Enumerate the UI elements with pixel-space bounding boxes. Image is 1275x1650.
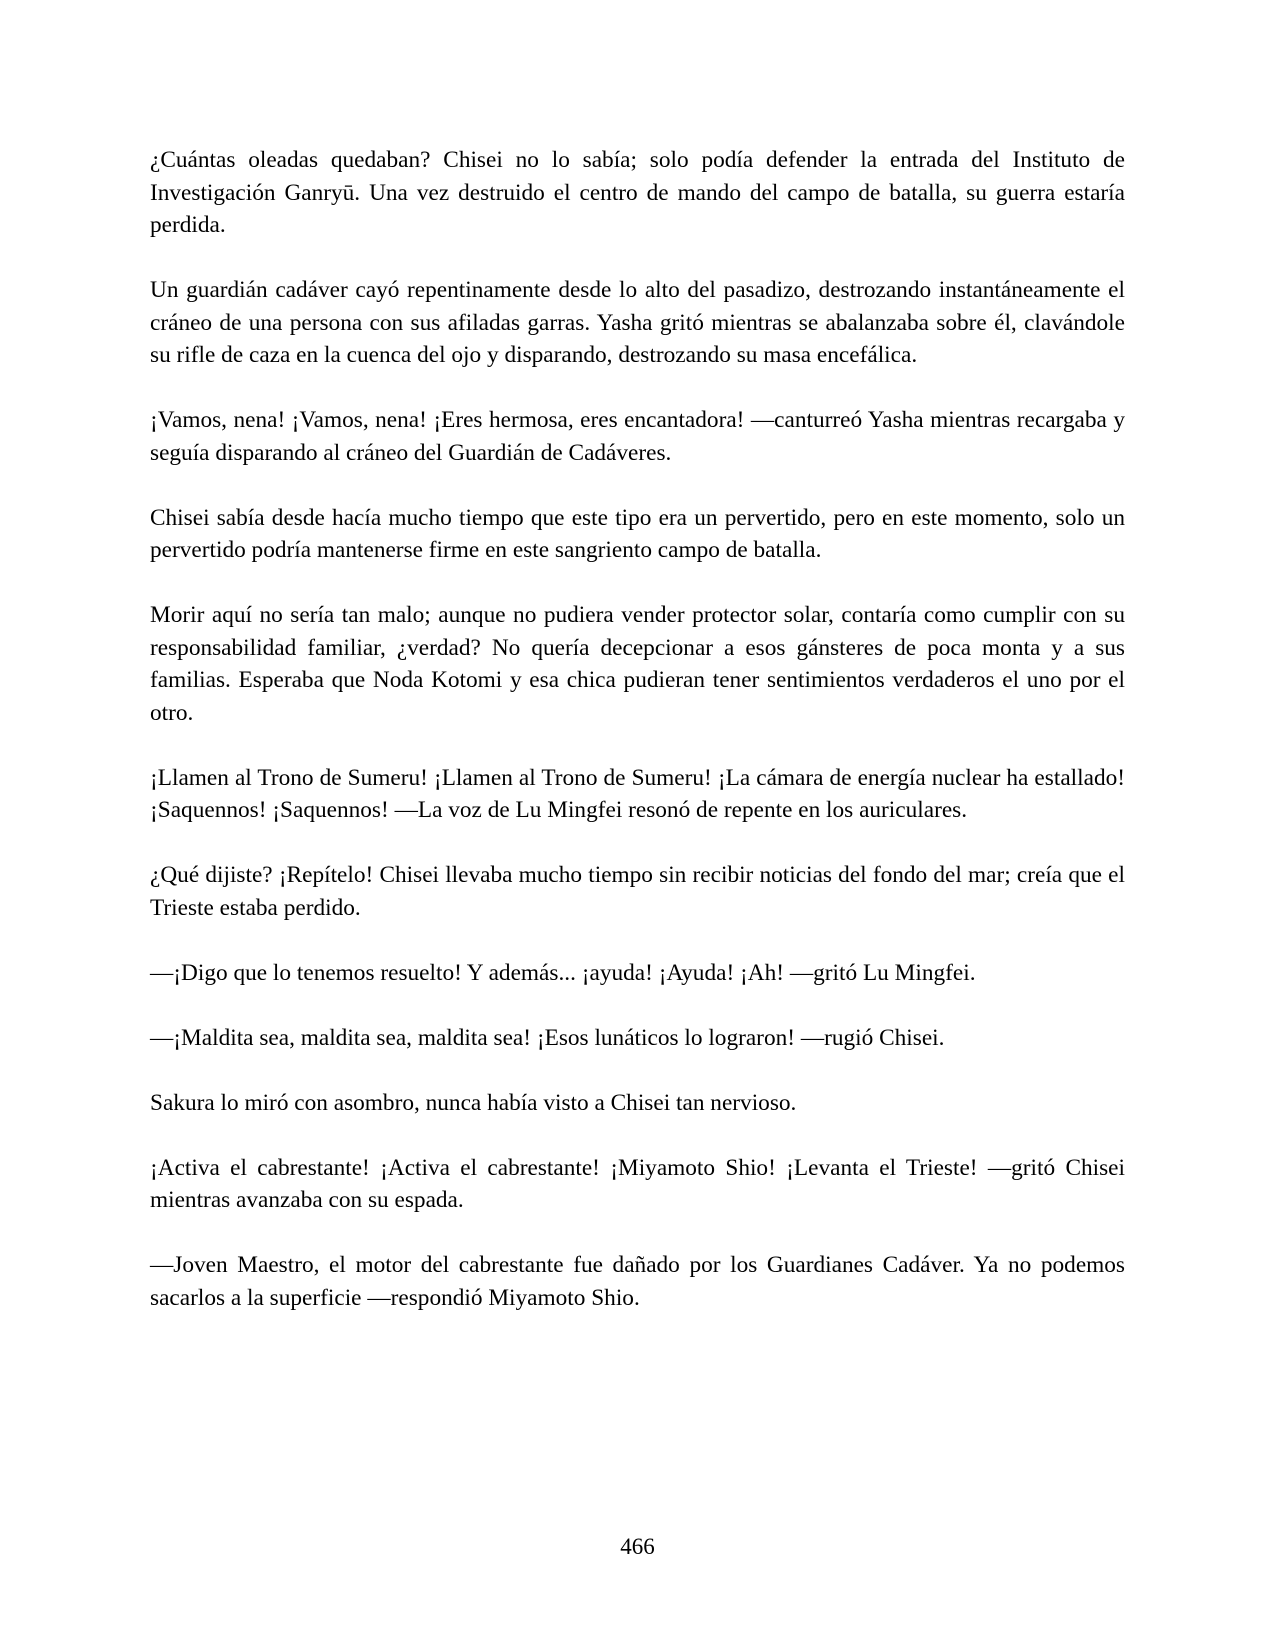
paragraph: Morir aquí no sería tan malo; aunque no pudiera vender protector solar, contaría como cumplir con su responsabilidad familiar, ¿verdad? No quería decepcionar a esos gánsteres de poca monta y a sus familias. Esperaba que Noda Kotomi y esa chica pudieran tener sentimientos verdaderos el uno por el otro. (150, 602, 1125, 726)
paragraph: ¡Vamos, nena! ¡Vamos, nena! ¡Eres hermosa, eres encantadora! —canturreó Yasha mientras recargaba y seguía disparando al cráneo del Guardián de Cadáveres. (150, 407, 1125, 466)
paragraph: Sakura lo miró con asombro, nunca había visto a Chisei tan nervioso. (150, 1089, 797, 1116)
paragraph: Un guardián cadáver cayó repentinamente desde lo alto del pasadizo, destrozando instantáneamente el cráneo de una persona con sus afiladas garras. Yasha gritó mientras se abalanzaba sobre él, clavándole su rifle de caza en la cuenca del ojo y disparando, destrozando su masa encefálica. (150, 277, 1125, 368)
paragraph: —Joven Maestro, el motor del cabrestante fue dañado por los Guardianes Cadáver. Ya no podemos sacarlos a la superficie —respondió Miyamoto Shio. (150, 1252, 1125, 1311)
paragraph: ¿Qué dijiste? ¡Repítelo! Chisei llevaba mucho tiempo sin recibir noticias del fondo del mar; creía que el Trieste estaba perdido. (150, 862, 1125, 921)
paragraph: —¡Digo que lo tenemos resuelto! Y además... ¡ayuda! ¡Ayuda! ¡Ah! —gritó Lu Mingfei. (150, 959, 976, 986)
paragraph: Chisei sabía desde hacía mucho tiempo que este tipo era un pervertido, pero en este momento, solo un pervertido podría mantenerse firme en este sangriento campo de batalla. (150, 504, 1125, 563)
page-number: 466 (620, 1534, 655, 1559)
paragraph: ¡Llamen al Trono de Sumeru! ¡Llamen al Trono de Sumeru! ¡La cámara de energía nuclear ha estallado! ¡Saquennos! ¡Saquennos! —La voz de Lu Mingfei resonó de repente en los auriculares. (150, 764, 1125, 823)
paragraph: ¡Activa el cabrestante! ¡Activa el cabrestante! ¡Miyamoto Shio! ¡Levanta el Trieste! —gritó Chisei mientras avanzaba con su espada. (150, 1154, 1125, 1213)
paragraph: ¿Cuántas oleadas quedaban? Chisei no lo sabía; solo podía defender la entrada del Instituto de Investigación Ganryū. Una vez destruido el centro de mando del campo de batalla, su guerra estaría perdida. (150, 147, 1125, 238)
paragraph: —¡Maldita sea, maldita sea, maldita sea! ¡Esos lunáticos lo lograron! —rugió Chisei. (150, 1024, 945, 1051)
page-body (150, 144, 1125, 1347)
